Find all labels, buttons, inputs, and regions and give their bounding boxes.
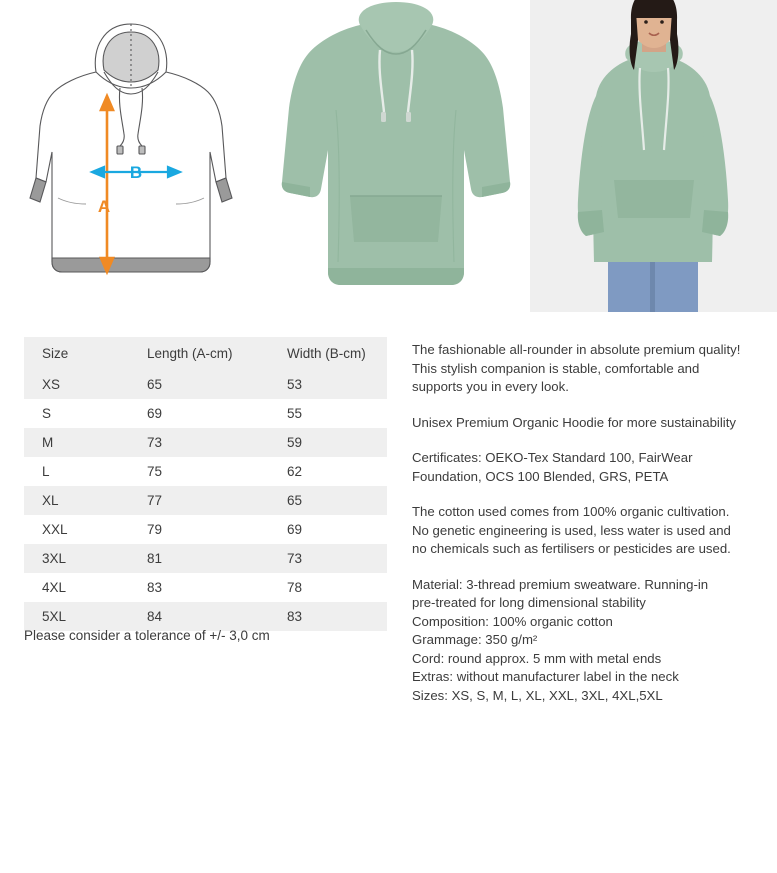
table-row <box>24 602 387 631</box>
spec-material-line2: pre-treated for long dimensional stability <box>412 595 646 610</box>
spec-material-line1: Material: 3-thread premium sweatware. Running-in <box>412 576 709 592</box>
cell-width: 53 <box>269 370 387 399</box>
description-intro: The fashionable all-rounder in absolute premium quality! This stylish companion is stable, comfortable and supports you in every look. <box>412 342 741 394</box>
spec-cord: Cord: round approx. 5 mm with metal ends <box>412 650 662 666</box>
product-description <box>412 341 742 705</box>
measure-label-b: B <box>129 163 143 182</box>
cell-size: L <box>24 457 129 486</box>
tolerance-note: Please consider a tolerance of +/- 3,0 cm <box>24 628 270 643</box>
cell-size: 5XL <box>24 602 129 631</box>
table-row <box>24 399 387 428</box>
cell-width: 62 <box>269 457 387 486</box>
table-row <box>24 573 387 602</box>
description-certificates: Certificates: OEKO-Tex Standard 100, FairWear Foundation, OCS 100 Blended, GRS, PETA <box>412 450 693 484</box>
cell-length: 84 <box>129 602 269 631</box>
cell-length: 81 <box>129 544 269 573</box>
cell-width: 59 <box>269 428 387 457</box>
table-row <box>24 515 387 544</box>
cell-length: 83 <box>129 573 269 602</box>
cell-length: 69 <box>129 399 269 428</box>
cell-size: XL <box>24 486 129 515</box>
header-length: Length (A-cm) <box>129 337 269 370</box>
spec-grammage: Grammage: 350 g/m² <box>412 632 538 647</box>
table-row <box>24 486 387 515</box>
table-row <box>24 370 387 399</box>
spec-extras: Extras: without manufacturer label in the neck <box>412 669 679 684</box>
cell-size: XS <box>24 370 129 399</box>
cell-width: 65 <box>269 486 387 515</box>
size-table-body <box>24 370 387 631</box>
description-specs <box>412 576 742 706</box>
product-image-strip <box>0 0 777 312</box>
spec-composition: Composition: 100% organic cotton <box>412 613 613 629</box>
cell-width: 73 <box>269 544 387 573</box>
header-width: Width (B-cm) <box>269 337 387 370</box>
description-tagline: Unisex Premium Organic Hoodie for more sustainability <box>412 414 736 430</box>
measure-label-a: A <box>97 197 111 216</box>
size-table-head <box>24 337 387 370</box>
cell-size: XXL <box>24 515 129 544</box>
technical-drawing-image <box>0 0 262 312</box>
cell-length: 75 <box>129 457 269 486</box>
spec-sizes: Sizes: XS, S, M, L, XL, XXL, 3XL, 4XL,5XL <box>412 687 663 703</box>
cell-width: 78 <box>269 573 387 602</box>
cell-width: 55 <box>269 399 387 428</box>
cell-length: 77 <box>129 486 269 515</box>
cell-size: M <box>24 428 129 457</box>
table-header-row <box>24 337 387 370</box>
cell-size: S <box>24 399 129 428</box>
cell-length: 73 <box>129 428 269 457</box>
table-row <box>24 457 387 486</box>
flat-product-image <box>262 0 530 312</box>
cell-length: 65 <box>129 370 269 399</box>
cell-length: 79 <box>129 515 269 544</box>
description-cotton: The cotton used comes from 100% organic cultivation. No genetic engineering is used, less water is used and no chemicals such as fertilisers or pesticides are used. <box>412 504 731 556</box>
cell-width: 83 <box>269 602 387 631</box>
table-row <box>24 544 387 573</box>
size-table-wrapper <box>24 337 387 631</box>
cell-size: 3XL <box>24 544 129 573</box>
cell-size: 4XL <box>24 573 129 602</box>
header-size: Size <box>24 337 129 370</box>
table-row <box>24 428 387 457</box>
cell-width: 69 <box>269 515 387 544</box>
model-photo-image <box>530 0 777 312</box>
size-table <box>24 337 387 631</box>
